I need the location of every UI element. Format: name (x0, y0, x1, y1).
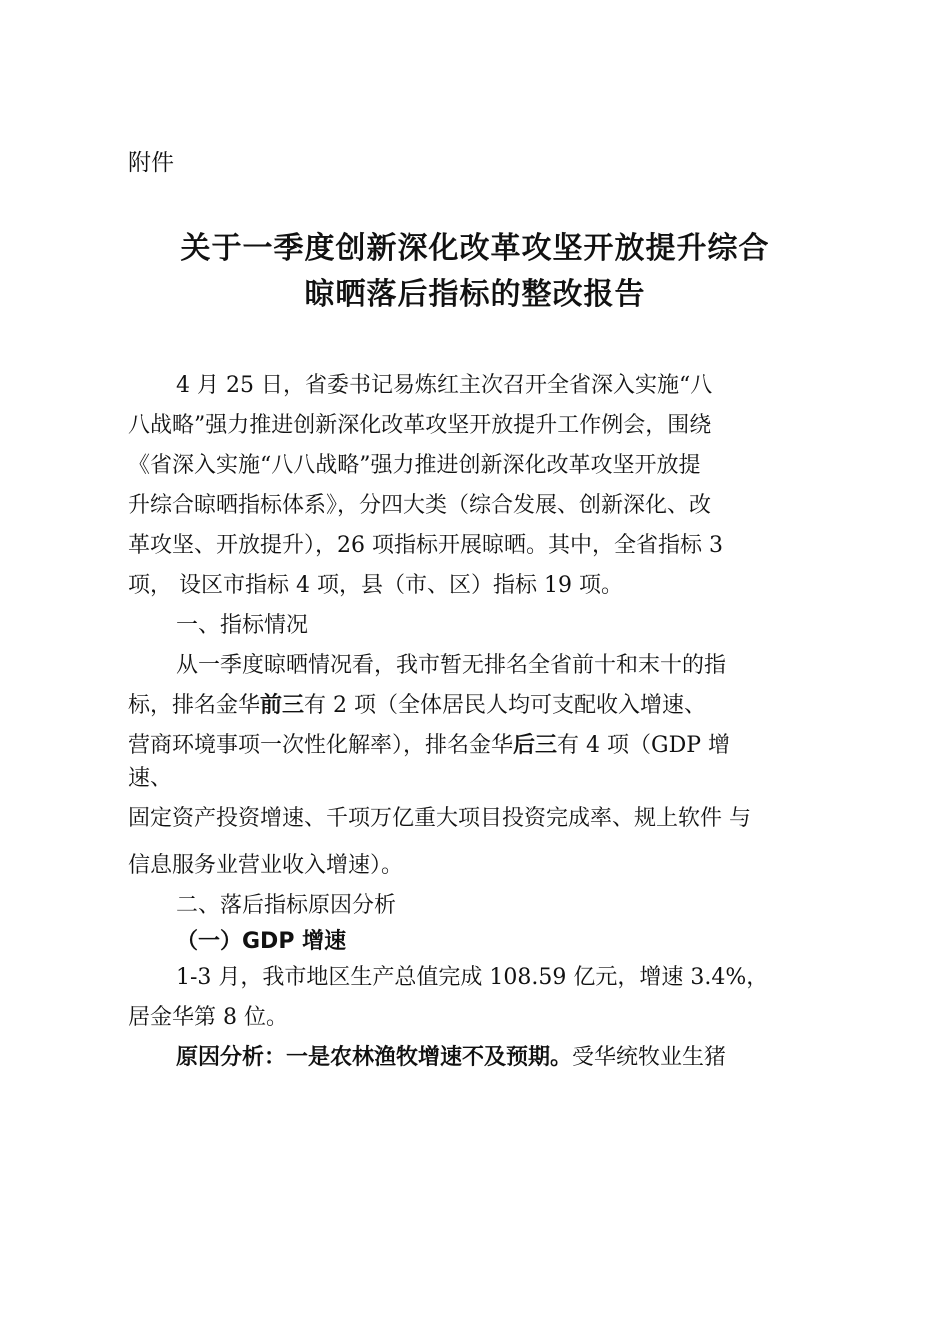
section-2-heading: 二、落后指标原因分析 (176, 893, 397, 918)
section-2-line-1: 1-3 月，我市地区生产总值完成 108.59 亿元，增速 3.4%， (176, 965, 769, 990)
attachment-label: 附件 (128, 150, 174, 176)
document-title (100, 226, 850, 318)
intro-line-2: 八战略”强力推进创新深化改革攻坚开放提升工作例会，围绕 (128, 413, 712, 438)
section-1-line-4: 速、 (128, 766, 173, 791)
section-1-line-5: 固定资产投资增速、千项万亿重大项目投资完成率、规上软件 与 (128, 806, 751, 831)
section-1-line-1: 从一季度晾晒情况看，我市暂无排名全省前十和末十的指 (176, 653, 727, 678)
subsection-gdp-heading: （一）GDP 增速 (176, 929, 347, 954)
section-1-line-2a: 标，排名金华 (128, 693, 261, 718)
cause-analysis-emphasis: 原因分析：一是农林渔牧增速不及预期。 (176, 1045, 573, 1070)
intro-line-4: 升综合晾晒指标体系》，分四大类（综合发展、创新深化、改 (128, 493, 712, 518)
section-1-line-2 (128, 686, 826, 726)
title-line-1: 关于一季度创新深化改革攻坚开放提升综合 (180, 231, 770, 266)
intro-line-6: 项， 设区市指标 4 项，县（市、区）指标 19 项。 (128, 573, 623, 598)
bottom-three-emphasis: 后三 (513, 733, 558, 758)
section-1-line-2c: 有 2 项（全体居民人均可支配收入增速、 (304, 693, 707, 718)
top-three-emphasis: 前三 (260, 693, 305, 718)
intro-line-1: 4 月 25 日，省委书记易炼红主次召开全省深入实施“八 (176, 373, 713, 398)
title-line-2: 晾晒落后指标的整改报告 (304, 277, 646, 312)
section-1-line-6: 信息服务业营业收入增速）。 (128, 853, 404, 878)
intro-line-5: 革攻坚、开放提升），26 项指标开展晾晒。其中，全省指标 3 (128, 533, 723, 558)
intro-line-3: 《省深入实施“八八战略”强力推进创新深化改革攻坚开放提 (128, 453, 701, 478)
document-body (128, 366, 826, 1078)
section-2-line-3b: 受华统牧业生猪 (572, 1045, 727, 1070)
section-2-line-2: 居金华第 8 位。 (128, 1005, 288, 1030)
section-1-line-3 (128, 726, 826, 766)
section-1-line-3a: 营商环境事项一次性化解率），排名金华 (128, 733, 514, 758)
section-1-line-3c: 有 4 项（GDP 增 (557, 733, 731, 758)
section-2-line-3 (128, 1038, 826, 1078)
section-1-heading: 一、指标情况 (176, 613, 309, 638)
